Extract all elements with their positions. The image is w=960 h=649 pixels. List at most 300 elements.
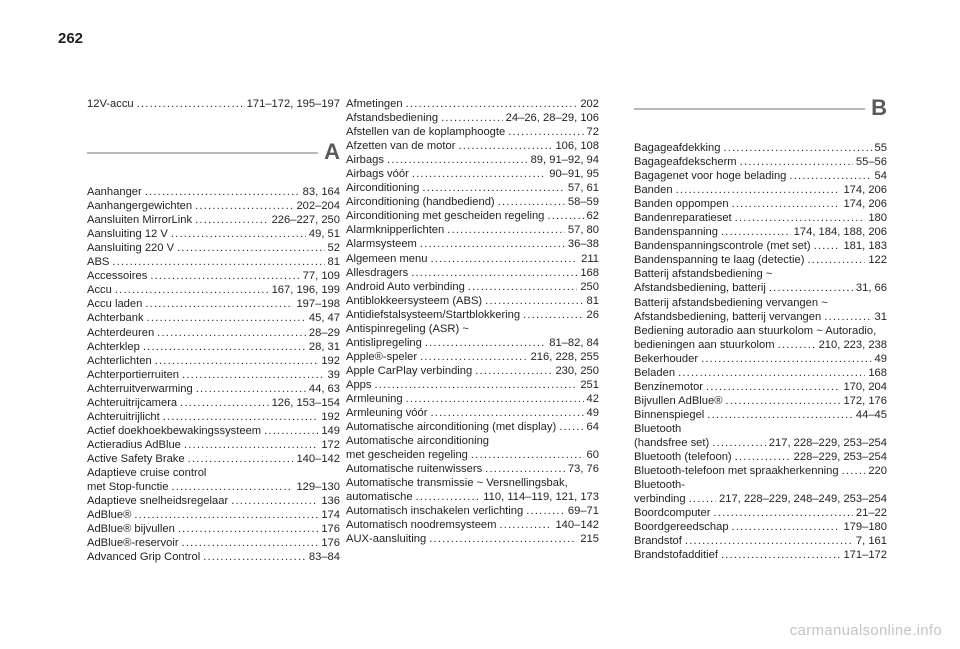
index-entry: [346, 336, 599, 350]
index-pages: 57, 80: [567, 224, 599, 237]
index-entry: [634, 352, 887, 366]
index-entry: [634, 169, 887, 183]
index-pages: 217, 228–229, 253–254: [768, 436, 887, 449]
index-entry: [634, 380, 887, 394]
leader-dots: [735, 450, 791, 464]
index-entry: [87, 494, 340, 508]
leader-dots: [425, 336, 546, 350]
index-term: Bijvullen AdBlue®: [634, 394, 723, 407]
index-entry: [87, 410, 340, 424]
index-pages: 28, 31: [308, 340, 340, 353]
index-term: Automatische airconditioning: [346, 435, 490, 448]
index-pages: 36–38: [567, 238, 599, 251]
index-term: Afstandsbediening, batterij vervangen: [634, 310, 822, 323]
index-pages: 39: [327, 368, 340, 381]
index-term: Aansluiting 12 V: [87, 228, 168, 241]
section-header-b: [634, 97, 887, 141]
index-pages: 226–227, 250: [271, 214, 340, 227]
index-term: Armleuning: [346, 392, 403, 405]
index-pages: 62: [586, 210, 599, 223]
index-entry: [87, 536, 340, 550]
index-term: Achterdeuren: [87, 326, 155, 339]
index-entry: [634, 534, 887, 548]
index-term: Automatische transmissie ~ Versnellingsbak,: [346, 477, 568, 490]
leader-dots: [526, 504, 565, 518]
index-term: AdBlue®-reservoir: [87, 537, 179, 550]
index-term: Alarmknipperlichten: [346, 224, 445, 237]
index-entry: [346, 518, 599, 532]
index-term: Afstandsbediening: [346, 112, 439, 125]
index-pages: 83, 164: [302, 186, 340, 199]
index-term: Aansluiting 220 V: [87, 242, 175, 255]
index-entry: [346, 448, 599, 462]
index-term: Bediening autoradio aan stuurkolom ~ Autoradio,: [634, 324, 877, 337]
index-term: Achterlichten: [87, 354, 152, 367]
leader-dots: [430, 406, 583, 420]
leader-dots: [499, 518, 552, 532]
index-term: Accu: [87, 284, 112, 297]
index-entry: [346, 532, 599, 546]
index-term: Batterij afstandsbediening ~: [634, 268, 773, 281]
index-entry: [634, 155, 887, 169]
index-pages: 83–84: [308, 551, 340, 564]
index-term: Actieradius AdBlue: [87, 438, 181, 451]
index-pages: 140–142: [296, 452, 340, 465]
index-entry: [87, 185, 340, 199]
leader-dots: [778, 338, 816, 352]
index-entry: [346, 209, 599, 223]
index-pages: 174, 206: [843, 184, 887, 197]
leader-dots: [430, 252, 578, 266]
index-term: Achterbank: [87, 312, 144, 325]
index-pages: 58–59: [567, 196, 599, 209]
index-term: Bluetooth-telefoon met spraakherkenning: [634, 465, 839, 478]
index-pages: 60: [586, 449, 599, 462]
index-term: bedieningen aan stuurkolom: [634, 338, 775, 351]
leader-dots: [150, 269, 299, 283]
index-entry: [87, 340, 340, 354]
index-entry: [634, 183, 887, 197]
leader-dots: [387, 153, 528, 167]
leader-dots: [547, 209, 583, 223]
index-term: Adaptieve snelheidsregelaar: [87, 495, 229, 508]
index-entry: [634, 366, 887, 380]
index-term: Achterportierruiten: [87, 368, 180, 381]
index-term: Actief doekhoekbewakingssysteem: [87, 424, 262, 437]
leader-dots: [134, 508, 318, 522]
index-entry: [346, 125, 599, 139]
index-entry: [346, 350, 599, 364]
index-entry: [634, 450, 887, 464]
leader-dots: [416, 490, 481, 504]
index-entry: [346, 252, 599, 266]
index-entry: [346, 406, 599, 420]
index-pages: 49: [586, 407, 599, 420]
index-entry: [87, 199, 340, 213]
index-entry: [634, 296, 887, 310]
index-term: Brandstof: [634, 535, 682, 548]
index-entry: [346, 322, 599, 336]
index-term: ABS: [87, 256, 110, 269]
index-term: Accu laden: [87, 298, 143, 311]
index-entry: [634, 506, 887, 520]
leader-dots: [429, 532, 577, 546]
index-entry: [346, 167, 599, 181]
leader-dots: [155, 354, 319, 368]
index-entry: [634, 478, 887, 492]
leader-dots: [203, 550, 306, 564]
index-pages: 42: [586, 392, 599, 405]
index-pages: 170, 204: [843, 380, 887, 393]
index-entry: [634, 267, 887, 281]
index-entry: [87, 368, 340, 382]
index-term: Binnenspiegel: [634, 408, 705, 421]
index-term: automatische: [346, 491, 413, 504]
index-pages: 230, 250: [555, 364, 599, 377]
leader-dots: [824, 310, 871, 324]
index-pages: 54: [874, 170, 887, 183]
leader-dots: [471, 448, 584, 462]
index-term: Achterklep: [87, 340, 140, 353]
index-entry: [346, 223, 599, 237]
leader-dots: [180, 396, 268, 410]
index-term: Bluetooth (telefoon): [634, 451, 732, 464]
leader-dots: [807, 253, 865, 267]
index-pages: 174: [321, 509, 340, 522]
index-entry: [346, 420, 599, 434]
index-entry: [346, 392, 599, 406]
index-term: Bekerhouder: [634, 352, 699, 365]
index-term: Bandenspanningscontrole (met set): [634, 240, 811, 253]
index-pages: 174, 206: [843, 198, 887, 211]
index-term: Algemeen menu: [346, 252, 428, 265]
index-term: Airconditioning (handbediend): [346, 196, 495, 209]
index-term: Antiblokkeersysteem (ABS): [346, 294, 483, 307]
leader-dots: [447, 223, 565, 237]
index-term: Automatisch inschakelen verlichting: [346, 505, 524, 518]
leader-dots: [147, 311, 306, 325]
index-pages: 64: [586, 421, 599, 434]
index-entry: [634, 281, 887, 295]
index-pages: 44, 63: [308, 382, 340, 395]
leader-dots: [725, 394, 840, 408]
leader-dots: [732, 197, 841, 211]
index-pages: 192: [321, 354, 340, 367]
index-entry: [346, 378, 599, 392]
leader-dots: [196, 382, 306, 396]
index-pages: 31, 66: [855, 282, 887, 295]
index-term: Beladen: [634, 366, 676, 379]
section-letter: B: [871, 95, 887, 120]
index-entry: [634, 197, 887, 211]
index-term: Adaptieve cruise control: [87, 466, 207, 479]
index-term: Achteruitrijlicht: [87, 410, 160, 423]
leader-dots: [485, 462, 565, 476]
index-pages: 179–180: [843, 521, 887, 534]
index-term: Android Auto verbinding: [346, 280, 465, 293]
index-entry: [346, 504, 599, 518]
index-term: 12V-accu: [87, 98, 134, 110]
leader-dots: [231, 494, 318, 508]
leader-dots: [723, 141, 871, 155]
leader-dots: [707, 408, 853, 422]
index-pages: 176: [321, 523, 340, 536]
leader-dots: [422, 181, 565, 195]
index-term: Batterij afstandsbediening vervangen ~: [634, 296, 828, 309]
index-pages: 106, 108: [555, 140, 599, 153]
index-entry: [87, 466, 340, 480]
leader-dots: [712, 436, 766, 450]
index-entry: [346, 111, 599, 125]
index-entry: [634, 338, 887, 352]
index-pages: 110, 114–119, 121, 173: [483, 491, 599, 504]
index-term: Apple®-speler: [346, 350, 418, 363]
index-term: Benzinemotor: [634, 380, 704, 393]
index-term: Bagageafdekking: [634, 142, 721, 154]
index-pages: 55–56: [855, 156, 887, 169]
leader-dots: [195, 199, 293, 213]
leader-dots: [375, 378, 578, 392]
index-pages: 180: [868, 212, 887, 225]
index-column-2: [346, 97, 599, 547]
index-entry: [87, 438, 340, 452]
index-pages: 197–198: [296, 298, 340, 311]
index-entry: [87, 97, 340, 111]
leader-dots: [740, 155, 853, 169]
index-term: Bandenreparatieset: [634, 212, 732, 225]
leader-dots: [701, 352, 871, 366]
index-entry: [87, 382, 340, 396]
leader-dots: [814, 239, 841, 253]
index-entry: [634, 211, 887, 225]
index-pages: 44–45: [855, 408, 887, 421]
index-pages: 216, 228, 255: [530, 350, 599, 363]
index-entry: [634, 225, 887, 239]
section-letter: A: [324, 139, 340, 165]
leader-dots: [559, 420, 583, 434]
index-entry: [346, 280, 599, 294]
leader-dots: [789, 169, 871, 183]
index-term: Afstandsbediening, batterij: [634, 282, 766, 295]
leader-dots: [411, 266, 577, 280]
index-pages: 228–229, 253–254: [793, 451, 887, 464]
leader-dots: [406, 392, 584, 406]
index-section-b: [634, 141, 887, 562]
index-entry: [87, 354, 340, 368]
index-entry: [634, 548, 887, 562]
index-term: Antidiefstalsysteem/Startblokkering: [346, 308, 521, 321]
index-entry: [346, 462, 599, 476]
index-section-a: [87, 185, 340, 564]
index-term: Bagagenet voor hoge belading: [634, 170, 787, 183]
index-term: Achteruitrijcamera: [87, 396, 178, 409]
index-term: Afzetten van de motor: [346, 140, 456, 153]
leader-dots: [721, 548, 840, 562]
index-pages: 77, 109: [302, 270, 340, 283]
index-pages: 49, 51: [308, 228, 340, 241]
index-term: Automatisch noodremsysteem: [346, 519, 497, 532]
leader-dots: [143, 340, 306, 354]
index-pages: 210, 223, 238: [818, 338, 887, 351]
index-term: Allesdragers: [346, 266, 409, 279]
index-pages: 73, 76: [567, 463, 599, 476]
leader-dots: [264, 424, 318, 438]
index-column-1: [87, 97, 340, 564]
leader-dots: [137, 97, 244, 111]
index-pages: 122: [868, 254, 887, 267]
index-entry: [87, 326, 340, 340]
index-term: Automatische airconditioning (met display): [346, 421, 557, 434]
index-pages: 192: [321, 410, 340, 423]
index-term: AdBlue®: [87, 509, 132, 522]
index-section-a-continued: [346, 97, 599, 547]
leader-dots: [523, 308, 583, 322]
index-pages: 81: [327, 256, 340, 269]
section-header-a: [87, 141, 340, 185]
leader-dots: [163, 410, 319, 424]
index-entry: [346, 97, 599, 111]
leader-dots: [115, 283, 269, 297]
index-entry: [634, 492, 887, 506]
index-term: Accessoires: [87, 270, 148, 283]
index-entry: [634, 239, 887, 253]
index-pages: 126, 153–154: [271, 396, 340, 409]
leader-dots: [498, 195, 565, 209]
index-term: Bagageafdekscherm: [634, 156, 737, 169]
leader-dots: [178, 522, 318, 536]
watermark: carmanualsonline.info: [789, 622, 942, 639]
index-pages: 202–204: [296, 200, 340, 213]
index-term: met gescheiden regeling: [346, 449, 468, 462]
index-term: Airconditioning: [346, 182, 420, 195]
index-entry: [87, 311, 340, 325]
index-term: Antispinregeling (ASR) ~: [346, 322, 469, 335]
index-entry: [634, 436, 887, 450]
index-pages: 171–172, 195–197: [246, 98, 340, 110]
index-pages: 89, 91–92, 94: [530, 154, 599, 167]
index-entry: [346, 308, 599, 322]
index-entry: [634, 310, 887, 324]
index-term: Apps: [346, 378, 372, 391]
index-pages: 55: [874, 142, 887, 154]
index-pages: 176: [321, 537, 340, 550]
index-term: Armleuning vóór: [346, 407, 428, 420]
index-entry: [87, 508, 340, 522]
index-column-3: [634, 97, 887, 562]
index-pages: 174, 184, 188, 206: [793, 226, 887, 239]
leader-dots: [184, 438, 318, 452]
leader-dots: [842, 464, 866, 478]
index-pages: 49: [874, 352, 887, 365]
index-entry: [634, 394, 887, 408]
leader-dots: [769, 281, 853, 295]
leader-dots: [678, 366, 865, 380]
index-term: Active Safety Brake: [87, 452, 185, 465]
index-term: Alarmsysteem: [346, 238, 417, 251]
index-entry: [87, 283, 340, 297]
index-pages: 57, 61: [567, 182, 599, 195]
leader-dots: [145, 185, 300, 199]
leader-dots: [420, 350, 528, 364]
index-term: Bandenspanning te laag (detectie): [634, 254, 805, 267]
index-pages: 220: [868, 465, 887, 478]
index-pages: 136: [321, 495, 340, 508]
index-pages: 211: [581, 252, 599, 265]
leader-dots: [412, 167, 546, 181]
index-entry: [346, 181, 599, 195]
index-term: Antislipregeling: [346, 336, 422, 349]
index-pages: 167, 196, 199: [271, 284, 340, 297]
index-pages: 250: [580, 280, 599, 293]
index-pages: 69–71: [567, 505, 599, 518]
index-entry: [87, 255, 340, 269]
index-pages: 45, 47: [308, 312, 340, 325]
index-pages: 21–22: [855, 507, 887, 520]
leader-dots: [676, 183, 841, 197]
index-entry: [634, 253, 887, 267]
index-entry: [634, 408, 887, 422]
leader-dots: [441, 111, 503, 125]
index-entry: [87, 213, 340, 227]
index-pages: 168: [580, 266, 599, 279]
index-pages: 7, 161: [855, 535, 887, 548]
index-entry: [634, 324, 887, 338]
index-pages: 72: [586, 126, 599, 139]
index-entry: [346, 490, 599, 504]
leader-dots: [508, 125, 583, 139]
index-section-prelude: [87, 97, 340, 111]
index-pages: 24–26, 28–29, 106: [505, 112, 599, 125]
leader-dots: [182, 536, 319, 550]
index-pages: 81: [586, 294, 599, 307]
index-term: verbinding: [634, 493, 686, 506]
index-term: Boordcomputer: [634, 507, 711, 520]
index-term: AdBlue® bijvullen: [87, 523, 175, 536]
index-entry: [634, 422, 887, 436]
index-term: (handsfree set): [634, 436, 710, 449]
index-term: Airconditioning met gescheiden regeling: [346, 210, 545, 223]
leader-dots: [145, 297, 293, 311]
leader-dots: [485, 294, 583, 308]
leader-dots: [420, 237, 565, 251]
index-entry: [87, 241, 340, 255]
index-entry: [87, 522, 340, 536]
index-pages: 202: [580, 98, 599, 110]
leader-dots: [735, 211, 866, 225]
index-term: Banden oppompen: [634, 198, 729, 211]
index-entry: [346, 195, 599, 209]
index-term: Boordgereedschap: [634, 521, 729, 534]
index-term: Banden: [634, 184, 673, 197]
index-pages: 28–29: [308, 326, 340, 339]
index-pages: 172: [321, 438, 340, 451]
index-term: Advanced Grip Control: [87, 551, 201, 564]
index-entry: [346, 434, 599, 448]
leader-dots: [685, 534, 853, 548]
leader-dots: [157, 326, 306, 340]
index-entry: [87, 269, 340, 283]
index-entry: [87, 480, 340, 494]
leader-dots: [177, 241, 324, 255]
leader-dots: [706, 380, 840, 394]
index-term: Brandstofadditief: [634, 549, 718, 562]
section-rule: [87, 152, 318, 154]
page-number: 262: [58, 30, 84, 47]
index-term: Aansluiten MirrorLink: [87, 214, 193, 227]
index-term: Airbags: [346, 154, 384, 167]
index-pages: 140–142: [555, 519, 599, 532]
index-pages: 52: [327, 242, 340, 255]
